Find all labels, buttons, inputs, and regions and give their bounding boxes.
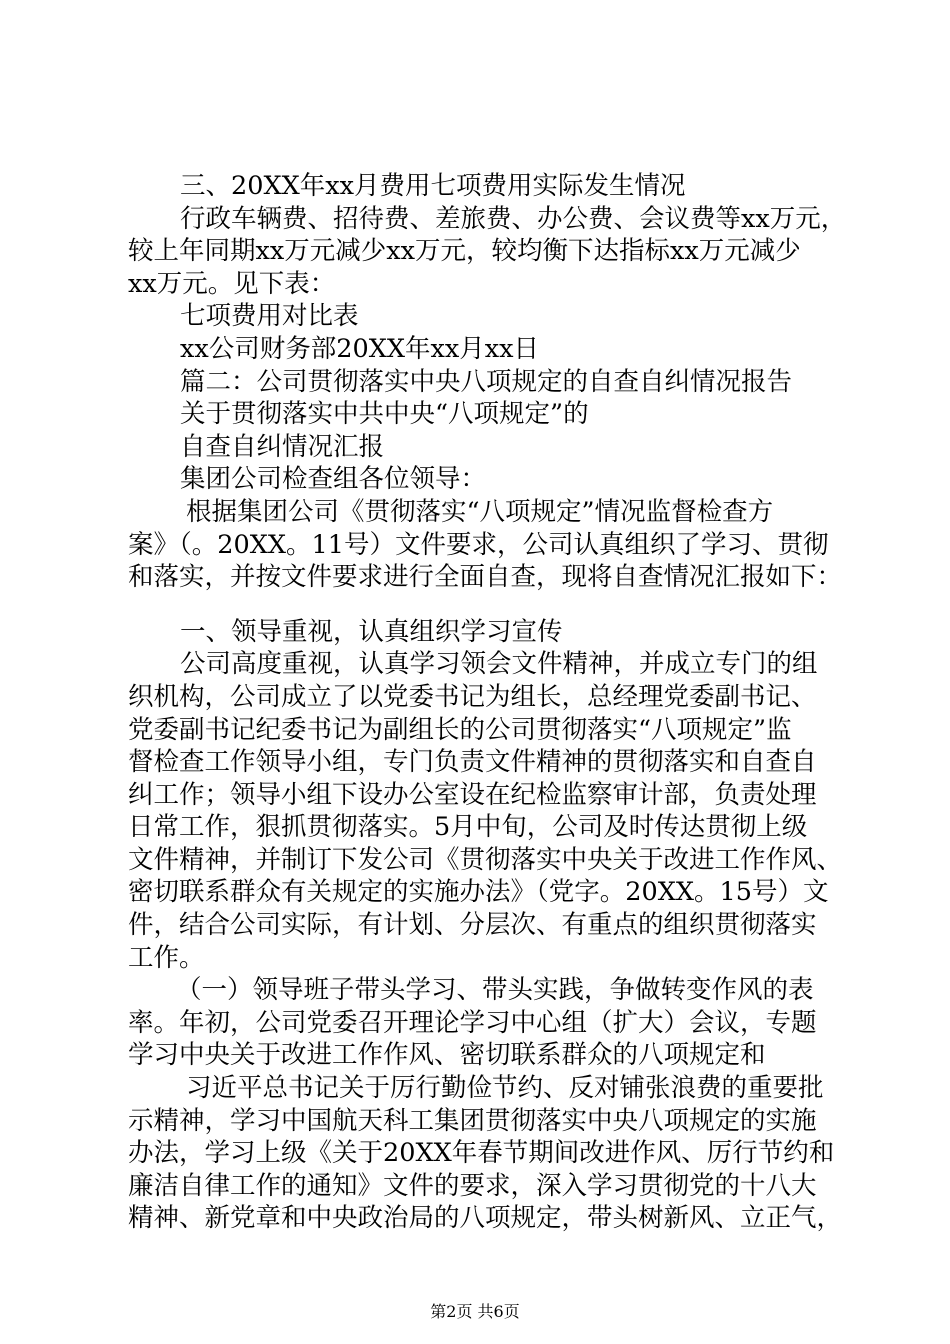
paragraph-line: 公司高度重视，认真学习领会文件精神，并成立专门的组 xyxy=(180,649,818,680)
salutation: 集团公司检查组各位领导： xyxy=(180,464,487,495)
paragraph-line: 习近平总书记关于厉行勤俭节约、反对铺张浪费的重要批 xyxy=(186,1073,824,1104)
page-footer: 第2页 共6页 xyxy=(430,1302,520,1321)
paragraph-line: 案》（。20XX。11号）文件要求，公司认真组织了学习、贯彻 xyxy=(128,529,829,560)
paragraph-line: 办法，学习上级《关于20XX年春节期间改进作风、厉行节约和 xyxy=(128,1138,835,1169)
paragraph-line: 工作。 xyxy=(128,942,205,973)
paragraph-line: 较上年同期xx万元减少xx万元，较均衡下达指标xx万元减少 xyxy=(128,236,801,267)
paragraph-line: xx万元。见下表： xyxy=(128,268,336,299)
paragraph-line: 率。年初，公司党委召开理论学习中心组（扩大）会议，专题 xyxy=(128,1007,817,1038)
section-heading: 三、20XX年xx月费用七项费用实际发生情况 xyxy=(180,171,686,201)
paragraph-line: 密切联系群众有关规定的实施办法》（党字。20XX。15号）文 xyxy=(128,877,829,908)
document-body xyxy=(128,170,847,1235)
paragraph-line: 件，结合公司实际，有计划、分层次、有重点的组织贯彻落实 xyxy=(128,910,817,941)
paragraph-line: 精神、新党章和中央政治局的八项规定，带头树新风、立正气， xyxy=(128,1203,843,1234)
paragraph-line: 纠工作；领导小组下设办公室设在纪检监察审计部，负责处理 xyxy=(128,779,817,810)
paragraph-line: 行政车辆费、招待费、差旅费、办公费、会议费等xx万元， xyxy=(180,203,847,234)
paragraph-line: 示精神，学习中国航天科工集团贯彻落实中央八项规定的实施 xyxy=(128,1105,817,1136)
paragraph-line: 学习中央关于改进工作作风、密切联系群众的八项规定和 xyxy=(128,1040,766,1071)
paragraph-line: 督检查工作领导小组，专门负责文件精神的贯彻落实和自查自 xyxy=(128,747,817,778)
subsection-line: （一）领导班子带头学习、带头实践，争做转变作风的表 xyxy=(176,975,814,1006)
paragraph-line: 廉洁自律工作的通知》文件的要求，深入学习贯彻党的十八大 xyxy=(128,1170,817,1201)
report-title-line-2: 自查自纠情况汇报 xyxy=(180,431,385,462)
report-title-line-1: 关于贯彻落实中共中央“八项规定”的 xyxy=(180,399,589,430)
chapter-heading: 篇二：公司贯彻落实中央八项规定的自查自纠情况报告 xyxy=(180,366,793,397)
paragraph-line: 日常工作，狠抓贯彻落实。5月中旬，公司及时传达贯彻上级 xyxy=(128,812,808,843)
signature-line: xx公司财务部20XX年xx月xx日 xyxy=(180,333,540,364)
paragraph-line: 根据集团公司《贯彻落实“八项规定”情况监督检查方 xyxy=(186,496,774,527)
paragraph-line: 织机构，公司成立了以党委书记为组长，总经理党委副书记、 xyxy=(128,681,817,712)
paragraph-gap xyxy=(128,594,828,616)
paragraph-line: 文件精神，并制订下发公司《贯彻落实中央关于改进工作作风、 xyxy=(128,844,843,875)
paragraph-line: 党委副书记纪委书记为副组长的公司贯彻落实“八项规定”监 xyxy=(128,714,792,745)
paragraph-line: 和落实，并按文件要求进行全面自查，现将自查情况汇报如下： xyxy=(128,562,843,593)
table-caption: 七项费用对比表 xyxy=(180,301,359,332)
section-heading: 一、领导重视，认真组织学习宣传 xyxy=(180,616,563,647)
